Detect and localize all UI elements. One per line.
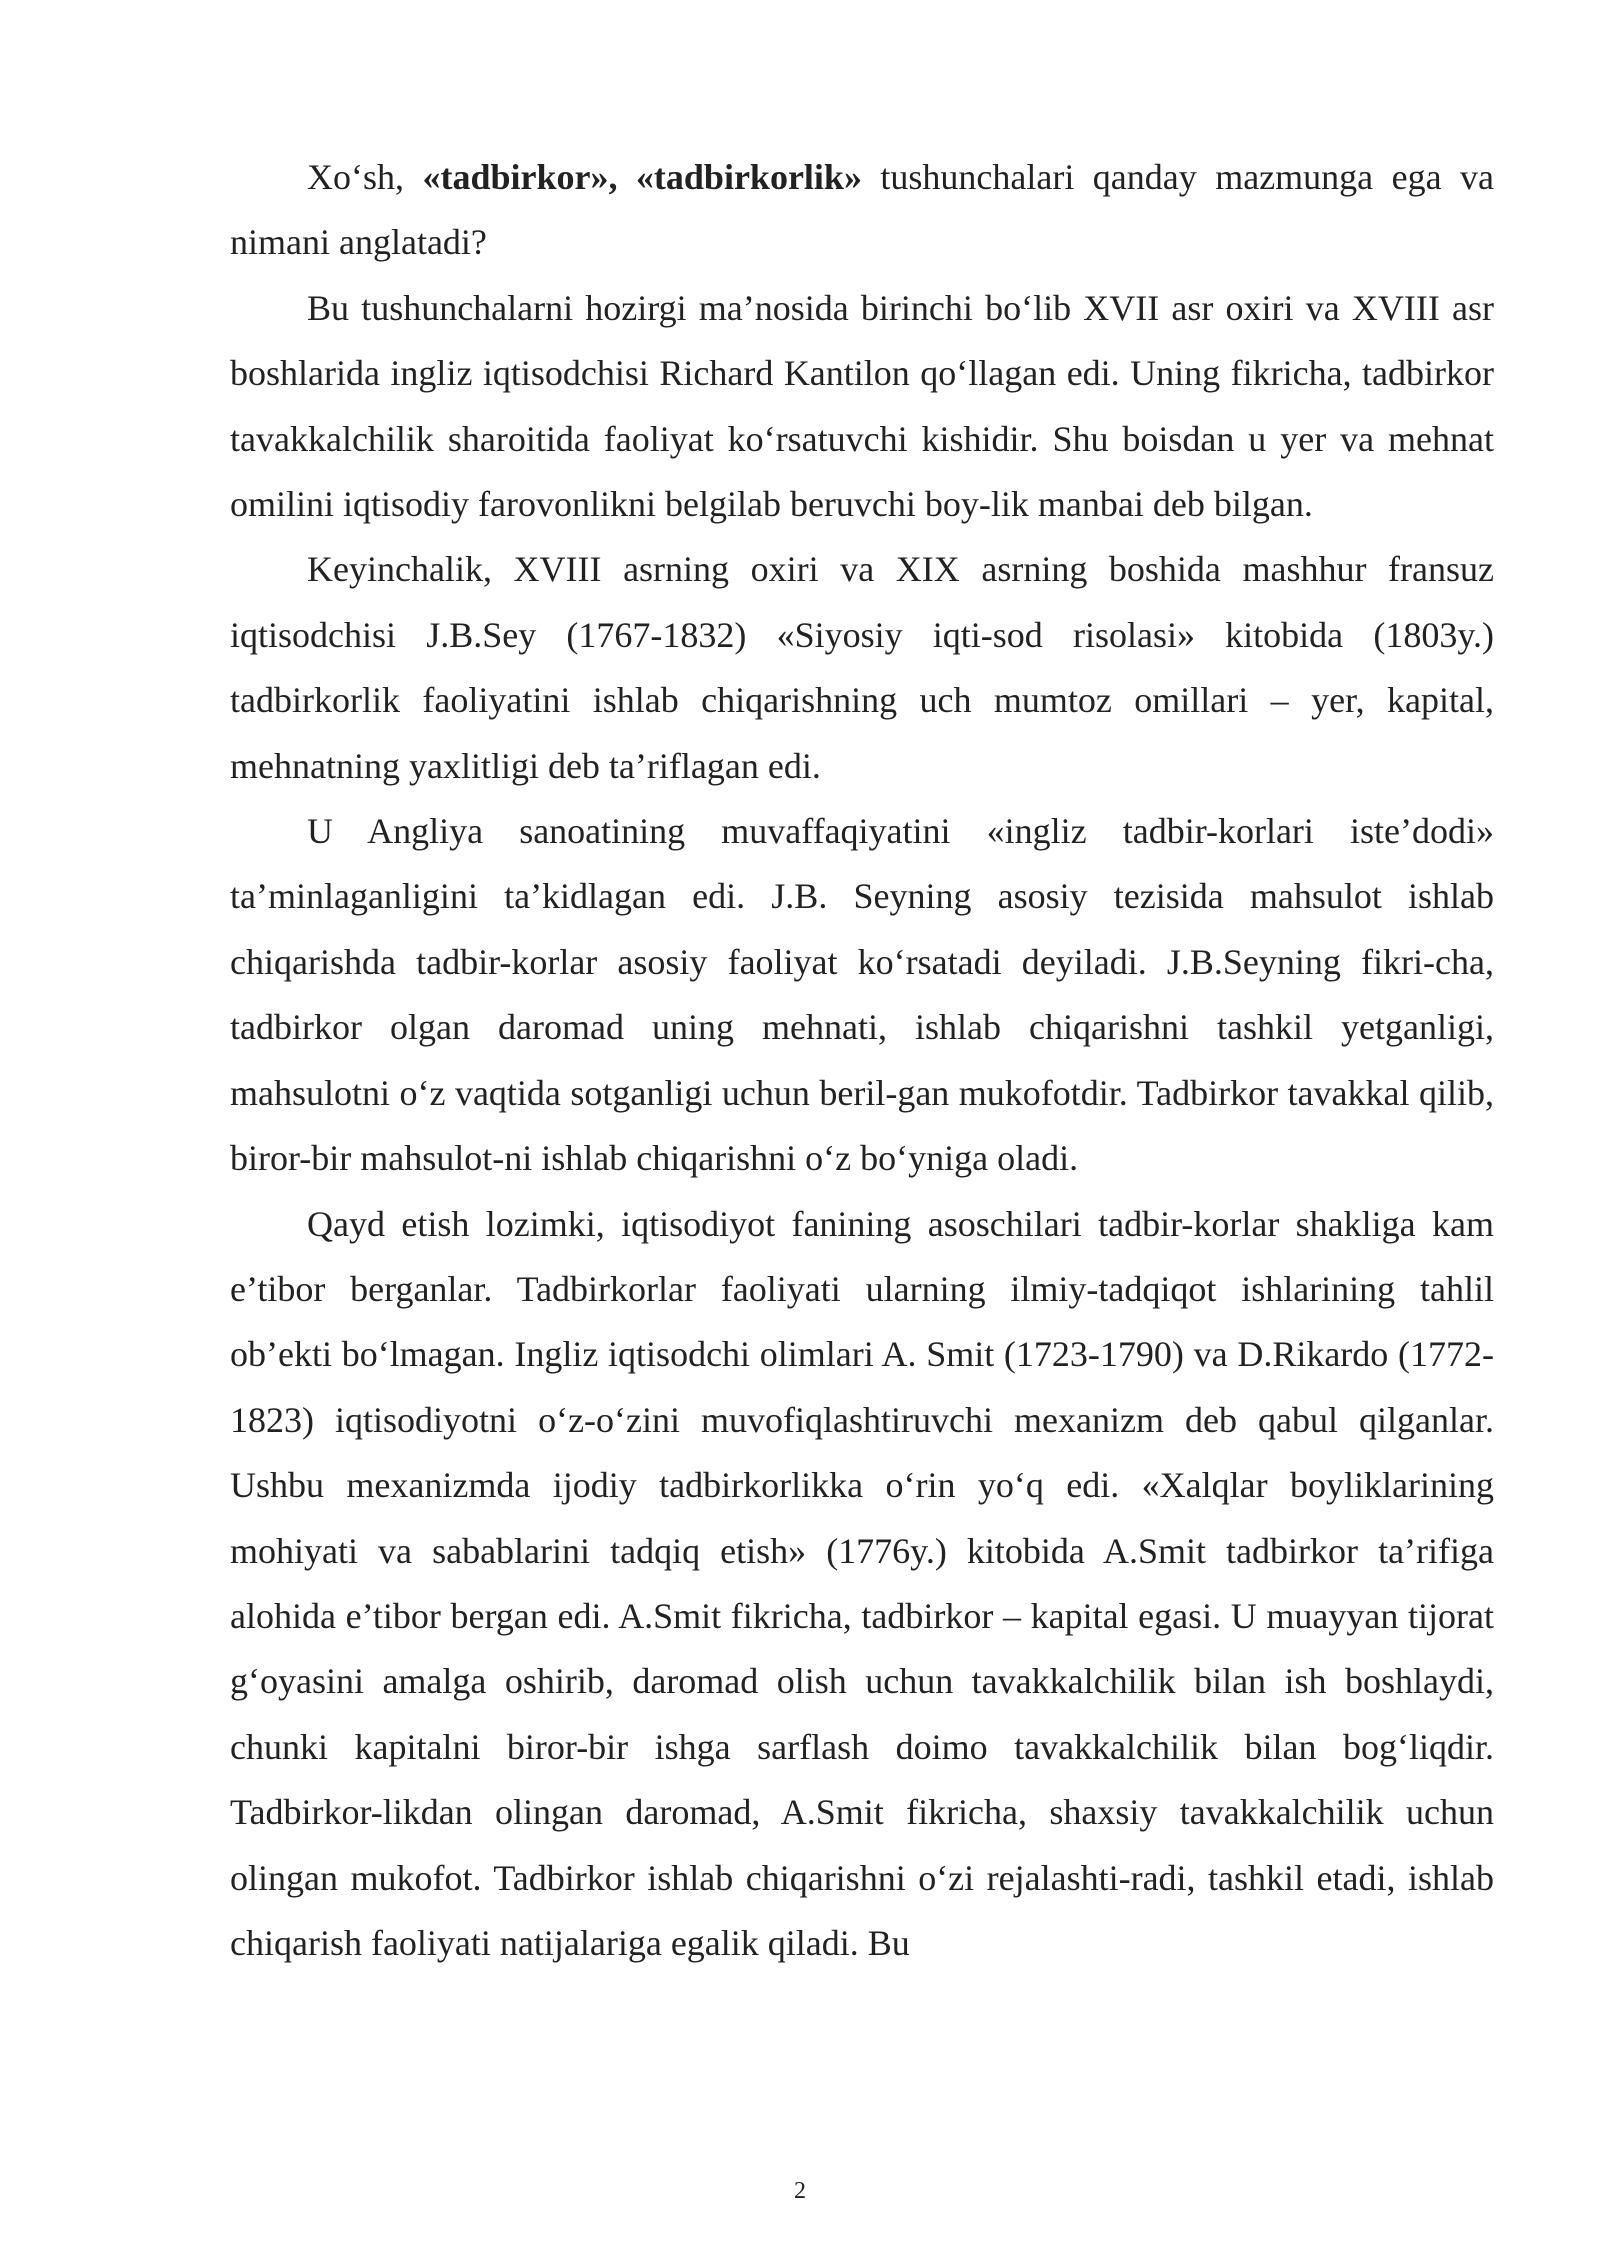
- paragraph-4: [230, 799, 1494, 1191]
- text-run: Qayd etish lozimki, iqtisodiyot fanining asoschilari tadbir-korlar shakliga kam e’tibor berganlar. Tadbirkorlar faoliyati ularning ilmiy-tadqiqot ishlarining tahlil ob’ekti bo‘lmagan. Ingliz iqtisodchi olimlari A. Smit (1723-1790) va D.Rikardo (1772-1823) iqtisodiyotni o‘z-o‘zini muvofiqlashtiruvchi mexanizm deb qabul qilganlar. Ushbu mexanizmda ijodiy tadbirkorlikka o‘rin yo‘q edi. «Xalqlar boyliklarining mohiyati va sabablarini tadqiq etish» (1776y.) kitobida A.Smit tadbirkor ta’rifiga alohida e’tibor bergan edi. A.Smit fikricha, tadbirkor – kapital egasi. U muayyan tijorat g‘oyasini amalga oshirib, daromad olish uchun tavakkalchilik bilan ish boshlaydi, chunki kapitalni biror-bir ishga sarflash doimo tavakkalchilik bilan bog‘liqdir. Tadbirkor-likdan olingan daromad, A.Smit fikricha, shaxsiy tavakkalchilik uchun olingan mukofot. Tadbirkor ishlab chiqarishni o‘zi rejalashti-radi, tashkil etadi, ishlab chiqarish faoliyati natijalariga egalik qiladi. Bu: [230, 1203, 1494, 1963]
- text-run: Bu tushunchalarni hozirgi ma’nosida birinchi bo‘lib XVII asr oxiri va XVIII asr boshlarida ingliz iqtisodchisi Richard Kantilon qo‘llagan edi. Uning fikricha, tadbirkor tavakkalchilik sharoitida faoliyat ko‘rsatuvchi kishidir. Shu boisdan u yer va mehnat omilini iqtisodiy farovonlikni belgilab beruvchi boy-lik manbai deb bilgan.: [230, 287, 1494, 525]
- text-run: Xo‘sh,: [307, 157, 423, 197]
- bold-terms: «tadbirkor», «tadbirkorlik»: [422, 157, 862, 197]
- text-run: U Angliya sanoatining muvaffaqiyatini «ingliz tadbir-korlari iste’dodi» ta’minlaganligini ta’kidlagan edi. J.B. Seyning asosiy tezisida mahsulot ishlab chiqarishda tadbir-korlar asosiy faoliyat ko‘rsatadi deyiladi. J.B.Seyning fikri-cha, tadbirkor olgan daromad uning mehnati, ishlab chiqarishni tashkil yetganligi, mahsulotni o‘z vaqtida sotganligi uchun beril-gan mukofotdir. Tadbirkor tavakkal qilib, biror-bir mahsulot-ni ishlab chiqarishni o‘z bo‘yniga oladi.: [230, 811, 1494, 1179]
- body-text: [230, 145, 1494, 1976]
- paragraph-3: [230, 537, 1494, 799]
- paragraph-5: [230, 1192, 1494, 1977]
- paragraph-1: [230, 145, 1494, 276]
- paragraph-2: [230, 276, 1494, 538]
- text-run: tushunchalari qanday mazmunga ega va nimani anglatadi?: [230, 157, 1494, 263]
- text-run: Keyinchalik, XVIII asrning oxiri va XIX asrning boshida mashhur fransuz iqtisodchisi J.B.Sey (1767-1832) «Siyosiy iqti-sod risolasi» kitobida (1803y.) tadbirkorlik faoliyatini ishlab chiqarishning uch mumtoz omillari – yer, kapital, mehnatning yaxlitligi deb ta’riflagan edi.: [230, 549, 1494, 786]
- page-number: 2: [794, 2178, 806, 2204]
